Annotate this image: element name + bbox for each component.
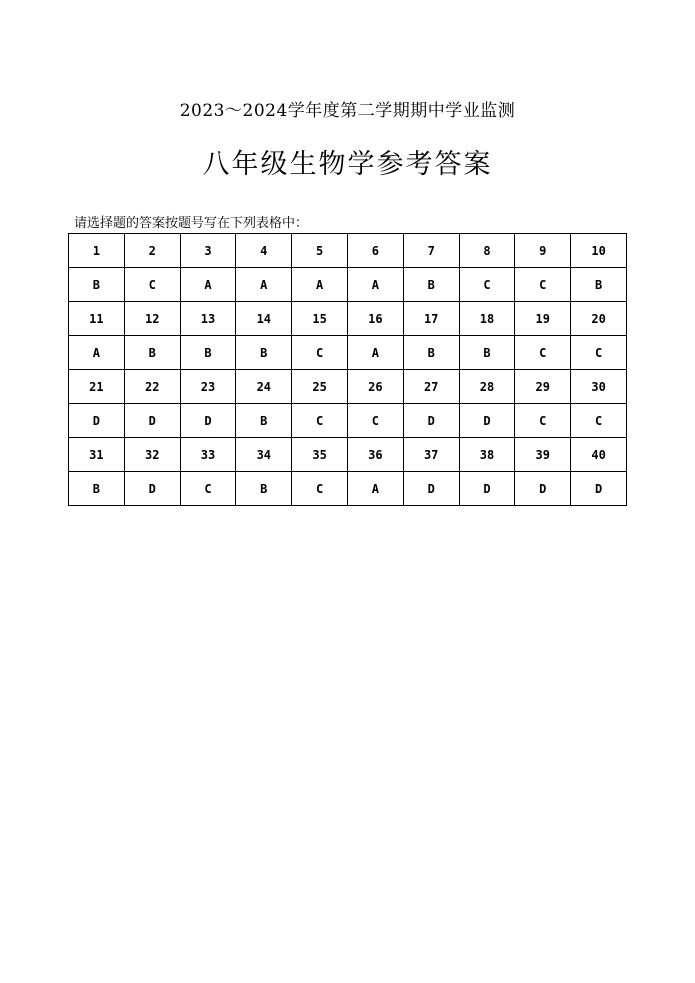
answer-cell: B bbox=[236, 404, 292, 438]
answer-cell: C bbox=[459, 268, 515, 302]
question-number-cell: 37 bbox=[403, 438, 459, 472]
answer-cell: B bbox=[403, 336, 459, 370]
question-number-cell: 8 bbox=[459, 234, 515, 268]
instruction-text: 请选择题的答案按题号写在下列表格中： bbox=[74, 216, 309, 231]
question-number-cell: 26 bbox=[347, 370, 403, 404]
answer-cell: C bbox=[571, 404, 627, 438]
question-number-cell: 15 bbox=[292, 302, 348, 336]
question-number-cell: 29 bbox=[515, 370, 571, 404]
answer-cell: C bbox=[515, 404, 571, 438]
question-number-cell: 32 bbox=[124, 438, 180, 472]
answer-cell: B bbox=[69, 268, 125, 302]
question-number-row bbox=[69, 302, 627, 336]
answer-cell: D bbox=[571, 472, 627, 506]
question-number-cell: 7 bbox=[403, 234, 459, 268]
question-number-cell: 28 bbox=[459, 370, 515, 404]
answer-cell: D bbox=[124, 472, 180, 506]
answer-row bbox=[69, 268, 627, 302]
question-number-cell: 21 bbox=[69, 370, 125, 404]
question-number-cell: 20 bbox=[571, 302, 627, 336]
question-number-cell: 9 bbox=[515, 234, 571, 268]
answer-cell: C bbox=[292, 336, 348, 370]
answer-cell: A bbox=[236, 268, 292, 302]
answer-cell: A bbox=[180, 268, 236, 302]
question-number-cell: 13 bbox=[180, 302, 236, 336]
answer-cell: A bbox=[347, 472, 403, 506]
question-number-cell: 34 bbox=[236, 438, 292, 472]
question-number-cell: 10 bbox=[571, 234, 627, 268]
question-number-cell: 38 bbox=[459, 438, 515, 472]
answer-cell: D bbox=[69, 404, 125, 438]
answer-cell: D bbox=[403, 404, 459, 438]
question-number-row bbox=[69, 234, 627, 268]
question-number-cell: 11 bbox=[69, 302, 125, 336]
answer-cell: D bbox=[124, 404, 180, 438]
answer-table-body bbox=[69, 234, 627, 506]
answer-cell: A bbox=[347, 336, 403, 370]
question-number-cell: 1 bbox=[69, 234, 125, 268]
question-number-cell: 33 bbox=[180, 438, 236, 472]
answer-cell: B bbox=[403, 268, 459, 302]
answer-cell: D bbox=[459, 404, 515, 438]
answer-cell: C bbox=[347, 404, 403, 438]
answer-cell: A bbox=[292, 268, 348, 302]
question-number-cell: 30 bbox=[571, 370, 627, 404]
question-number-cell: 27 bbox=[403, 370, 459, 404]
question-number-cell: 16 bbox=[347, 302, 403, 336]
question-number-row bbox=[69, 438, 627, 472]
question-number-cell: 14 bbox=[236, 302, 292, 336]
question-number-cell: 6 bbox=[347, 234, 403, 268]
answer-cell: B bbox=[180, 336, 236, 370]
answer-cell: A bbox=[69, 336, 125, 370]
question-number-cell: 2 bbox=[124, 234, 180, 268]
answer-cell: C bbox=[515, 268, 571, 302]
answer-cell: D bbox=[459, 472, 515, 506]
answer-row bbox=[69, 336, 627, 370]
question-number-cell: 22 bbox=[124, 370, 180, 404]
answer-cell: C bbox=[124, 268, 180, 302]
answer-cell: B bbox=[571, 268, 627, 302]
answer-cell: A bbox=[347, 268, 403, 302]
answer-table bbox=[68, 233, 627, 506]
question-number-cell: 12 bbox=[124, 302, 180, 336]
page-title: 八年级生物学参考答案 bbox=[202, 149, 493, 180]
answer-row bbox=[69, 472, 627, 506]
question-number-cell: 35 bbox=[292, 438, 348, 472]
question-number-cell: 19 bbox=[515, 302, 571, 336]
question-number-cell: 17 bbox=[403, 302, 459, 336]
question-number-cell: 3 bbox=[180, 234, 236, 268]
answer-cell: C bbox=[571, 336, 627, 370]
question-number-cell: 36 bbox=[347, 438, 403, 472]
question-number-cell: 18 bbox=[459, 302, 515, 336]
question-number-cell: 24 bbox=[236, 370, 292, 404]
answer-cell: B bbox=[236, 336, 292, 370]
question-number-cell: 4 bbox=[236, 234, 292, 268]
answer-row bbox=[69, 404, 627, 438]
answer-cell: B bbox=[124, 336, 180, 370]
answer-cell: B bbox=[236, 472, 292, 506]
question-number-cell: 5 bbox=[292, 234, 348, 268]
answer-cell: D bbox=[403, 472, 459, 506]
answer-cell: D bbox=[515, 472, 571, 506]
answer-cell: C bbox=[292, 472, 348, 506]
answer-cell: B bbox=[69, 472, 125, 506]
question-number-cell: 31 bbox=[69, 438, 125, 472]
answer-cell: C bbox=[515, 336, 571, 370]
question-number-cell: 23 bbox=[180, 370, 236, 404]
question-number-cell: 39 bbox=[515, 438, 571, 472]
answer-cell: C bbox=[180, 472, 236, 506]
question-number-cell: 40 bbox=[571, 438, 627, 472]
answer-cell: B bbox=[459, 336, 515, 370]
answer-cell: D bbox=[180, 404, 236, 438]
question-number-cell: 25 bbox=[292, 370, 348, 404]
question-number-row bbox=[69, 370, 627, 404]
exam-subtitle: 2023～2024学年度第二学期期中学业监测 bbox=[179, 101, 516, 121]
answer-cell: C bbox=[292, 404, 348, 438]
